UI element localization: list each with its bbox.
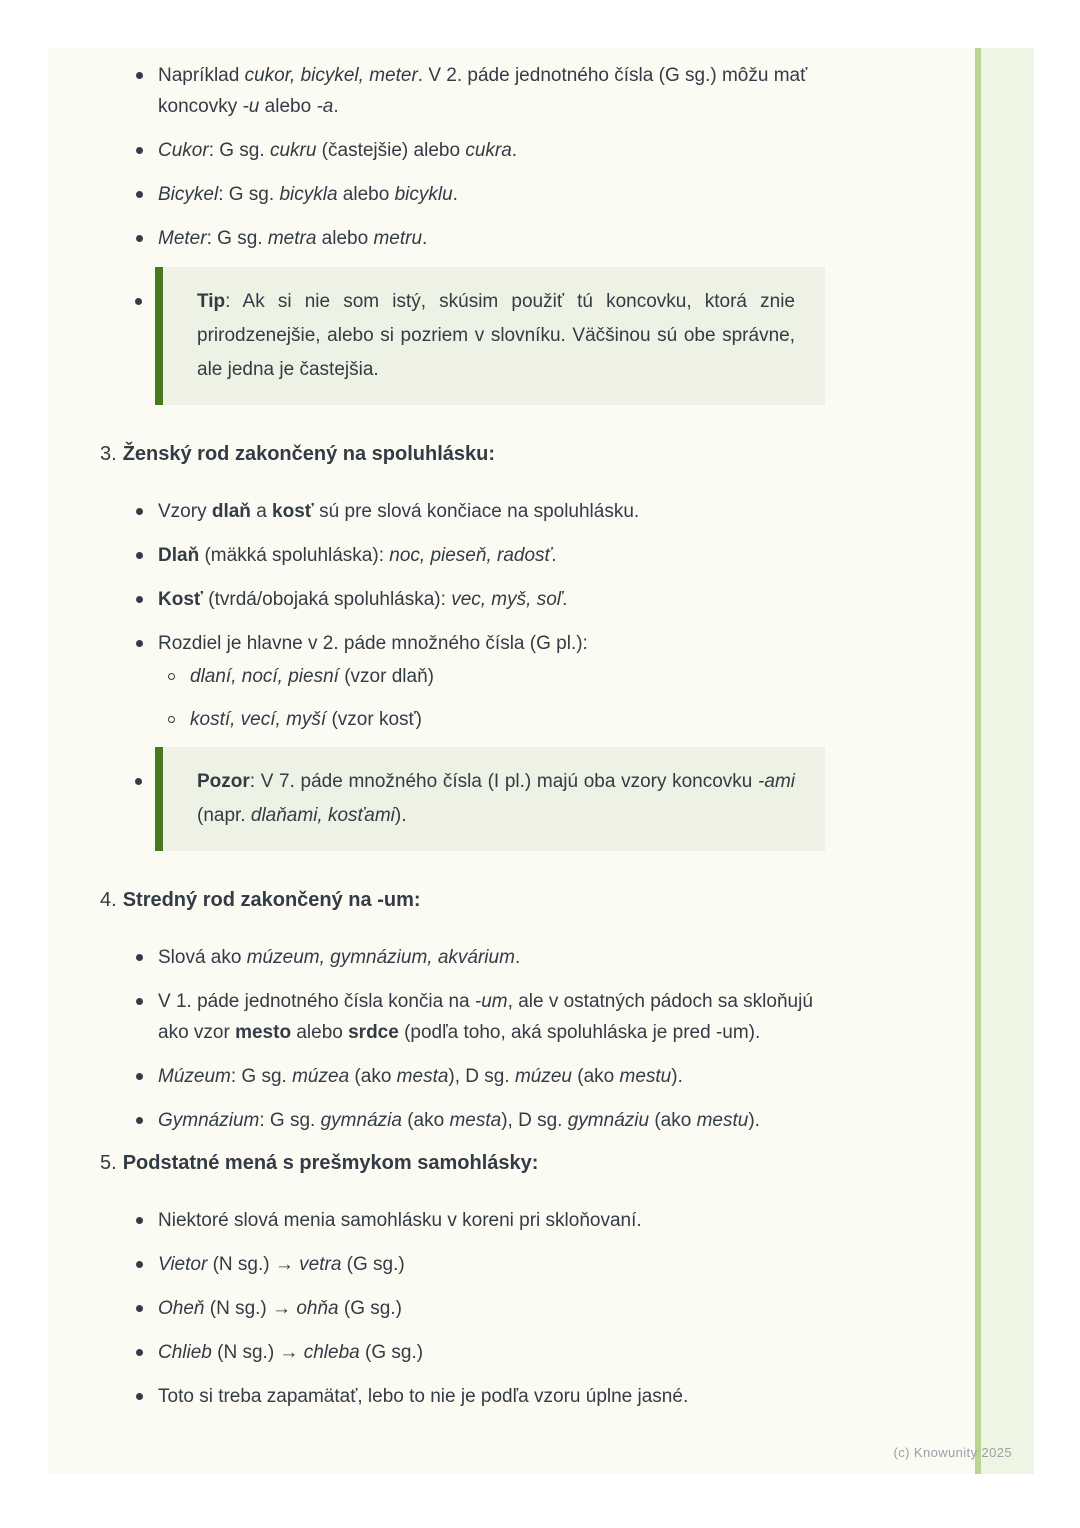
text-run: .: [562, 589, 568, 610]
text-run: Podstatné mená s prešmykom samohlásky:: [122, 1152, 539, 1174]
text-run: chleba: [303, 1342, 360, 1363]
text-run: dlaň: [211, 501, 251, 522]
text-run: Rozdiel je hlavne v 2. páde množného čísla (G pl.):: [158, 633, 588, 654]
text-run: (ako: [571, 1066, 620, 1087]
text-run: ohňa: [296, 1298, 339, 1319]
text-run: metra: [267, 228, 317, 249]
text-run: (napr.: [197, 805, 251, 826]
text-run: bicykla: [279, 184, 338, 205]
text-run: mestu: [619, 1066, 672, 1087]
callout-box: [155, 267, 825, 405]
text-run: Pozor: [197, 771, 250, 792]
heading-number: 5.: [100, 1152, 117, 1174]
document-page: [48, 48, 1034, 1474]
page-content: [100, 60, 825, 1425]
text-run: noc, pieseň, radosť: [389, 545, 552, 566]
text-run: Dlaň: [158, 545, 200, 566]
callout-box: [155, 747, 825, 851]
list-item: [100, 628, 825, 659]
heading-number: 4.: [100, 889, 117, 911]
text-run: kosť: [272, 501, 314, 522]
list-item: [100, 1061, 825, 1092]
list-item: [100, 223, 825, 254]
text-run: múzeu: [514, 1066, 572, 1087]
text-run: . V 2. páde jednotného čísla (G sg.) môžu mať koncovky: [158, 65, 808, 117]
section-heading: [100, 441, 825, 468]
list-item: [100, 1381, 825, 1412]
list-item: [100, 1337, 825, 1368]
list-item: [100, 584, 825, 615]
heading-number: 3.: [100, 443, 117, 465]
text-run: (G sg.): [338, 1298, 402, 1319]
text-run: : G sg.: [259, 1110, 321, 1131]
text-run: ).: [748, 1110, 760, 1131]
text-run: -u: [242, 96, 260, 117]
list-item: [100, 942, 825, 973]
text-run: ), D sg.: [448, 1066, 515, 1087]
text-run: mesta: [449, 1110, 502, 1131]
text-run: alebo: [291, 1022, 349, 1043]
text-run: (mäkká spoluhláska):: [199, 545, 390, 566]
text-run: (ako: [349, 1066, 397, 1087]
text-run: : V 7. páde množného čísla (I pl.) majú oba vzory koncovku: [249, 771, 759, 792]
text-run: (podľa toho, aká spoluhláska je pred -um).: [398, 1022, 761, 1043]
text-run: (vzor dlaň): [338, 666, 434, 687]
text-run: Meter: [158, 228, 207, 249]
page-edge-stripe: [975, 48, 1034, 1474]
text-run: (N sg.) →: [207, 1254, 300, 1275]
list-item: [100, 179, 825, 210]
sub-list-item: [100, 661, 825, 692]
text-run: Bicykel: [158, 184, 219, 205]
text-run: srdce: [348, 1022, 399, 1043]
text-run: .: [551, 545, 557, 566]
text-run: -ami: [758, 771, 795, 792]
list-item: [100, 540, 825, 571]
text-run: gymnázia: [320, 1110, 402, 1131]
text-run: : G sg.: [230, 1066, 293, 1087]
text-run: Múzeum: [158, 1066, 231, 1087]
text-run: Cukor: [158, 140, 209, 161]
text-run: múzea: [292, 1066, 350, 1087]
text-run: Vzory: [158, 501, 212, 522]
section-heading: [100, 1150, 825, 1177]
text-run: V 1. páde jednotného čísla končia na: [158, 991, 475, 1012]
text-run: Slová ako: [158, 947, 247, 968]
text-run: .: [511, 140, 518, 161]
list-item: [100, 1249, 825, 1280]
text-run: bicyklu: [394, 184, 453, 205]
text-run: Vietor: [158, 1254, 208, 1275]
text-run: (N sg.) →: [211, 1342, 304, 1363]
text-run: dlaňami, kosťami: [250, 805, 395, 826]
text-run: sú pre slová končiace na spoluhlásku.: [313, 501, 640, 522]
text-run: kostí, vecí, myší: [190, 709, 327, 730]
text-run: (ako: [401, 1110, 450, 1131]
text-run: Napríklad: [158, 65, 245, 86]
callout-list-item: [155, 267, 825, 405]
text-run: -a: [316, 96, 334, 117]
text-run: múzeum, gymnázium, akvárium: [246, 947, 515, 968]
text-run: Tip: [197, 291, 226, 312]
text-run: : Ak si nie som istý, skúsim použiť tú koncovku, ktorá znie prirodzenejšie, alebo si pozriem v slovníku. Väčšinou sú obe správne, ale jedna je častejšia.: [197, 291, 795, 380]
sub-list-item: [100, 704, 825, 735]
text-run: (N sg.) →: [204, 1298, 297, 1319]
text-run: : G sg.: [218, 184, 280, 205]
text-run: cukor, bicykel, meter: [244, 65, 418, 86]
text-run: mesto: [235, 1022, 292, 1043]
list-item: [100, 60, 825, 122]
text-run: .: [452, 184, 458, 205]
text-run: : G sg.: [206, 228, 268, 249]
text-run: , ale v ostatných pádoch sa skloňujú ako vzor: [158, 991, 813, 1043]
text-run: -um: [474, 991, 508, 1012]
text-run: Stredný rod zakončený na -um:: [122, 889, 421, 911]
text-run: .: [333, 96, 339, 117]
text-run: (tvrdá/obojaká spoluhláska):: [203, 589, 452, 610]
text-run: Niektoré slová menia samohlásku v koreni pri skloňovaní.: [158, 1210, 642, 1231]
text-run: ).: [671, 1066, 683, 1087]
text-run: alebo: [316, 228, 374, 249]
text-run: alebo: [259, 96, 317, 117]
text-run: mestu: [696, 1110, 749, 1131]
text-run: Ženský rod zakončený na spoluhlásku:: [122, 443, 496, 465]
list-item: [100, 1293, 825, 1324]
text-run: a: [250, 501, 273, 522]
text-run: metru: [373, 228, 423, 249]
text-run: cukra: [465, 140, 512, 161]
text-run: Kosť: [158, 589, 203, 610]
watermark: (c) Knowunity 2025: [893, 1445, 1012, 1460]
text-run: (G sg.): [359, 1342, 424, 1363]
text-run: dlaní, nocí, piesní: [190, 666, 339, 687]
text-run: gymnáziu: [567, 1110, 650, 1131]
text-run: vetra: [299, 1254, 342, 1275]
text-run: Oheň: [158, 1298, 205, 1319]
list-item: [100, 1205, 825, 1236]
text-run: Chlieb: [158, 1342, 212, 1363]
text-run: Gymnázium: [158, 1110, 260, 1131]
text-run: .: [514, 947, 521, 968]
list-item: [100, 135, 825, 166]
text-run: ), D sg.: [501, 1110, 568, 1131]
text-run: .: [422, 228, 428, 249]
text-run: vec, myš, soľ: [451, 589, 563, 610]
text-run: : G sg.: [208, 140, 270, 161]
text-run: (G sg.): [341, 1254, 405, 1275]
text-run: cukru: [269, 140, 317, 161]
section-heading: [100, 887, 825, 914]
text-run: (ako: [649, 1110, 697, 1131]
text-run: Toto si treba zapamätať, lebo to nie je podľa vzoru úplne jasné.: [158, 1386, 689, 1407]
text-run: alebo: [337, 184, 395, 205]
text-run: (vzor kosť): [326, 709, 423, 730]
text-run: (častejšie) alebo: [316, 140, 466, 161]
list-item: [100, 1105, 825, 1136]
text-run: mesta: [396, 1066, 449, 1087]
list-item: [100, 496, 825, 527]
callout-list-item: [155, 747, 825, 851]
text-run: ).: [394, 805, 407, 826]
list-item: [100, 986, 825, 1048]
